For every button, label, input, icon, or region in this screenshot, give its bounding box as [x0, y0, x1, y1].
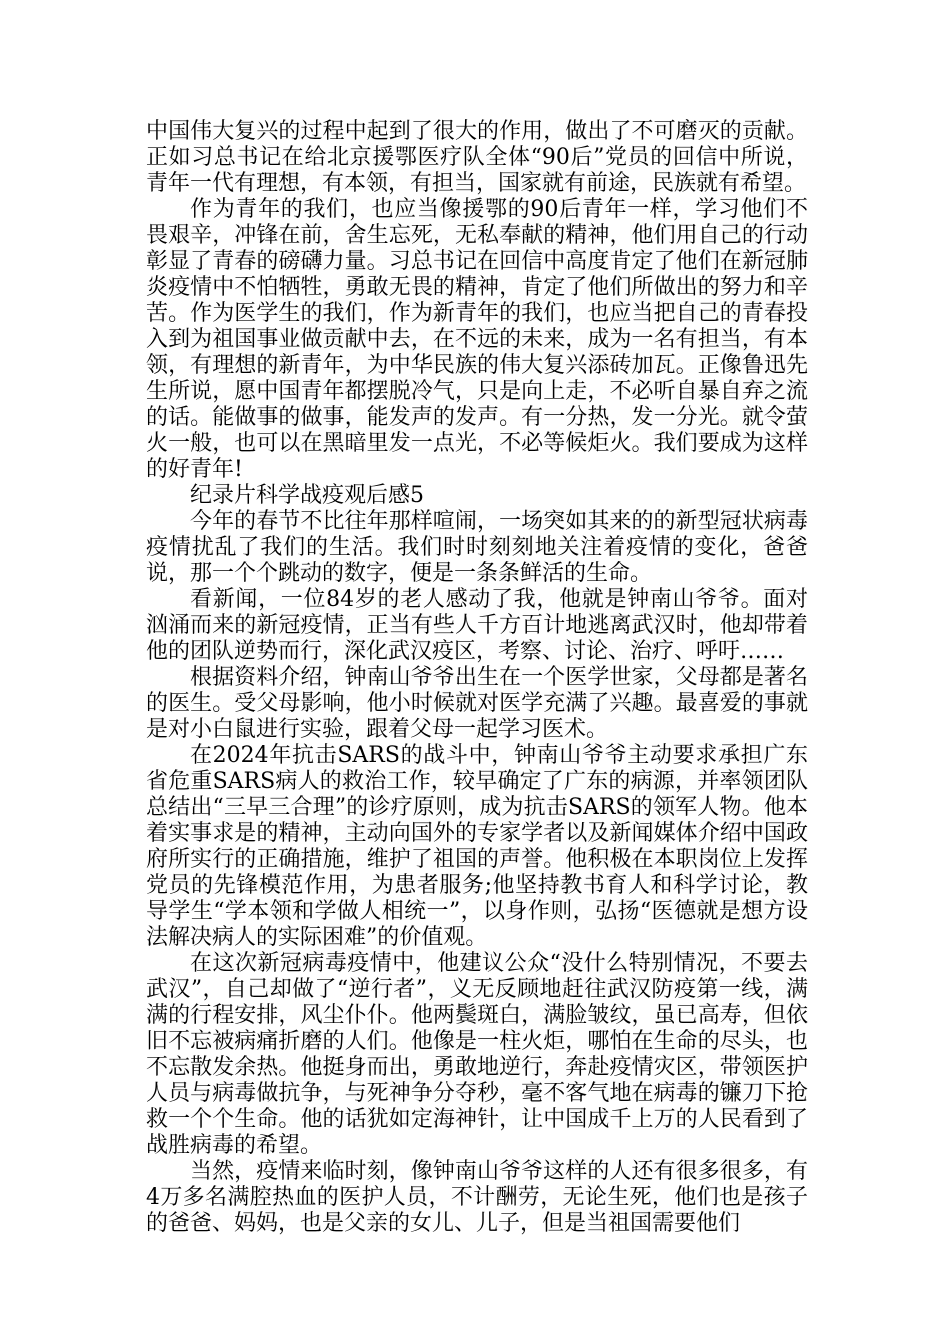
- paragraph: 根据资料介绍，钟南山爷爷出生在一个医学世家，父母都是著名的医生。受父母影响，他小时候就对医学充满了兴趣。最喜爱的事就是对小白鼠进行实验，跟着父母一起学习医术。: [146, 665, 808, 742]
- document-body: [146, 119, 808, 1237]
- paragraph-continuation: 中国伟大复兴的过程中起到了很大的作用，做出了不可磨灭的贡献。正如习总书记在给北京援鄂医疗队全体“90后”党员的回信中所说，青年一代有理想，有本领，有担当，国家就有前途，民族就有希望。: [146, 119, 808, 196]
- paragraph: 今年的春节不比往年那样喧闹，一场突如其来的的新型冠状病毒疫情扰乱了我们的生活。我们时时刻刻地关注着疫情的变化，爸爸说，那一个个跳动的数字，便是一条条鲜活的生命。: [146, 509, 808, 586]
- section-heading: 纪录片科学战疫观后感5: [190, 483, 424, 508]
- paragraph: 在这次新冠病毒疫情中，他建议公众“没什么特别情况，不要去武汉”，自己却做了“逆行者”，义无反顾地赶往武汉防疫第一线，满满的行程安排，风尘仆仆。他两鬓斑白，满脸皱纹，虽已高寿，但依旧不忘被病痛折磨的人们。他像是一柱火炬，哪怕在生命的尽头，也不忘散发余热。他挺身而出，勇敢地逆行，奔赴疫情灾区，带领医护人员与病毒做抗争，与死神争分夺秒，毫不客气地在病毒的镰刀下抢救一个个生命。他的话犹如定海神针，让中国成千上万的人民看到了战胜病毒的希望。: [146, 951, 808, 1158]
- paragraph: 在2024年抗击SARS的战斗中，钟南山爷爷主动要求承担广东省危重SARS病人的救治工作，较早确定了广东的病源，并率领团队总结出“三早三合理”的诊疗原则，成为抗击SARS的领军人物。他本着实事求是的精神，主动向国外的专家学者以及新闻媒体介绍中国政府所实行的正确措施，维护了祖国的声誉。他积极在本职岗位上发挥党员的先锋模范作用，为患者服务;他坚持教书育人和科学讨论，教导学生“学本领和学做人相统一”，以身作则，弘扬“医德就是想方设法解决病人的实际困难”的价值观。: [146, 743, 808, 950]
- paragraph: 看新闻，一位84岁的老人感动了我，他就是钟南山爷爷。面对汹涌而来的新冠疫情，正当有些人千方百计地逃离武汉时，他却带着他的团队逆势而行，深化武汉疫区，考察、讨论、治疗、呼吁……: [146, 587, 808, 664]
- paragraph: 作为青年的我们，也应当像援鄂的90后青年一样，学习他们不畏艰辛，冲锋在前，舍生忘死，无私奉献的精神，他们用自己的行动彰显了青春的磅礴力量。习总书记在回信中高度肯定了他们在新冠肺炎疫情中不怕牺牲，勇敢无畏的精神，肯定了他们所做出的努力和辛苦。作为医学生的我们，作为新青年的我们，也应当把自己的青春投入到为祖国事业做贡献中去，在不远的未来，成为一名有担当，有本领，有理想的新青年，为中华民族的伟大复兴添砖加瓦。正像鲁迅先生所说，愿中国青年都摆脱冷气，只是向上走，不必听自暴自弃之流的话。能做事的做事，能发声的发声。有一分热，发一分光。就令萤火一般，也可以在黑暗里发一点光，不必等候炬火。我们要成为这样的好青年!: [146, 197, 808, 482]
- paragraph: 当然，疫情来临时刻，像钟南山爷爷这样的人还有很多很多，有4万多名满腔热血的医护人员，不计酬劳，无论生死，他们也是孩子的爸爸、妈妈，也是父亲的女儿、儿子，但是当祖国需要他们: [146, 1159, 808, 1236]
